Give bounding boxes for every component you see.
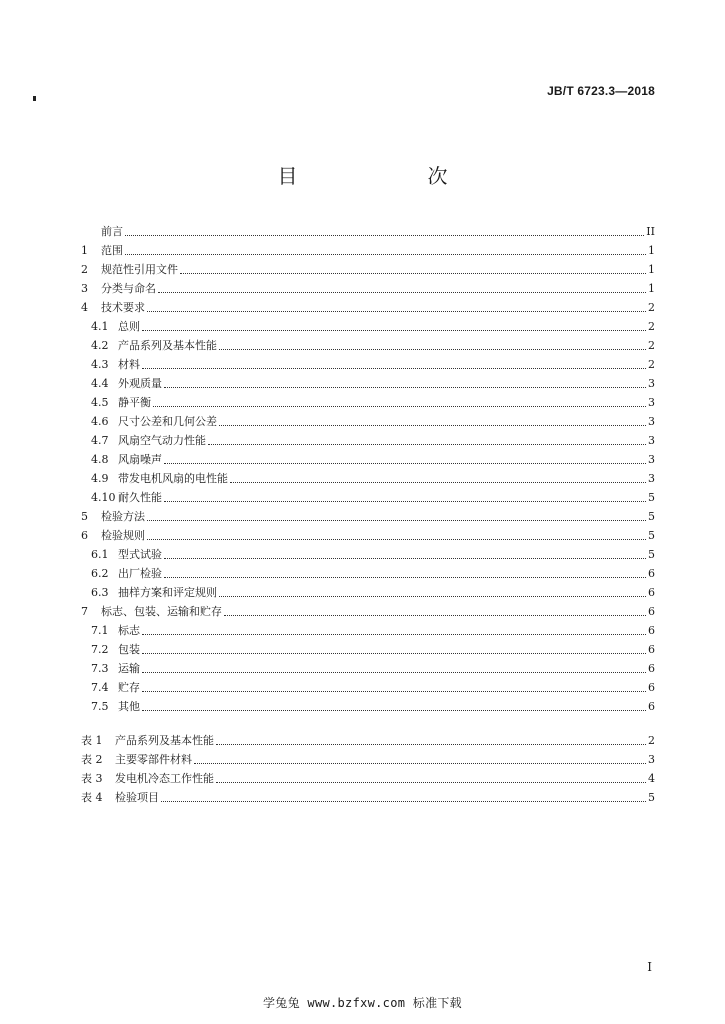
entry-number: 4.9 (91, 472, 109, 485)
dot-leader (219, 425, 646, 426)
entry-number: 3 (81, 282, 88, 295)
dot-leader (142, 330, 646, 331)
page-title: 目 次 (277, 164, 478, 188)
entry-page: II (646, 225, 655, 238)
entry-number: 表 3 (81, 772, 103, 785)
entry-page: 6 (648, 586, 655, 599)
entry-number: 4.5 (91, 396, 109, 409)
toc-subentry[interactable] (91, 658, 655, 676)
entry-label: 静平衡 (118, 396, 151, 409)
dot-leader (158, 292, 646, 293)
dot-leader (219, 596, 646, 597)
table-list-entry[interactable] (81, 787, 655, 805)
entry-page: 2 (648, 734, 655, 747)
entry-number: 7.1 (91, 624, 109, 637)
entry-label: 外观质量 (118, 377, 162, 390)
entry-number: 4.8 (91, 453, 109, 466)
entry-number: 4.1 (91, 320, 109, 333)
entry-page: 5 (648, 791, 655, 804)
entry-number: 7.5 (91, 700, 109, 713)
dot-leader (164, 577, 646, 578)
dot-leader (164, 463, 646, 464)
entry-label: 技术要求 (101, 301, 145, 314)
entry-page: 3 (648, 753, 655, 766)
entry-label: 其他 (118, 700, 140, 713)
dot-leader (164, 558, 646, 559)
table-list-entry[interactable] (81, 768, 655, 786)
entry-label: 带发电机风扇的电性能 (118, 472, 228, 485)
entry-number: 6.1 (91, 548, 109, 561)
entry-number: 4.10 (91, 491, 116, 504)
entry-number: 4.3 (91, 358, 109, 371)
dot-leader (224, 615, 646, 616)
entry-page: 2 (648, 358, 655, 371)
entry-page: 4 (648, 772, 655, 785)
toc-subentry[interactable] (91, 335, 655, 353)
entry-page: 6 (648, 662, 655, 675)
toc-entry[interactable] (81, 278, 655, 296)
entry-label: 分类与命名 (101, 282, 156, 295)
dot-leader (147, 311, 646, 312)
table-list-entry[interactable] (81, 730, 655, 748)
entry-label: 型式试验 (118, 548, 162, 561)
entry-page: 2 (648, 339, 655, 352)
dot-leader (125, 254, 646, 255)
entry-number: 4.4 (91, 377, 109, 390)
entry-page: 6 (648, 700, 655, 713)
entry-label: 耐久性能 (118, 491, 162, 504)
entry-label: 前言 (101, 225, 123, 238)
toc-entry[interactable] (81, 506, 655, 524)
toc-subentry[interactable] (91, 563, 655, 581)
dot-leader (180, 273, 646, 274)
dot-leader (164, 387, 646, 388)
dot-leader (216, 782, 646, 783)
entry-label: 材料 (118, 358, 140, 371)
toc-subentry[interactable] (91, 696, 655, 714)
entry-page: 6 (648, 681, 655, 694)
entry-number: 2 (81, 263, 88, 276)
toc-subentry[interactable] (91, 373, 655, 391)
entry-number: 6.3 (91, 586, 109, 599)
toc-entry[interactable] (81, 240, 655, 258)
entry-page: 5 (648, 491, 655, 504)
toc-subentry[interactable] (91, 487, 655, 505)
entry-number: 6 (81, 529, 88, 542)
entry-number: 4 (81, 301, 88, 314)
entry-label: 抽样方案和评定规则 (118, 586, 217, 599)
entry-number: 7 (81, 605, 88, 618)
footer-watermark: 学兔兔 www.bzfxw.com 标准下载 (263, 996, 462, 1010)
entry-page: 3 (648, 472, 655, 485)
dot-leader (219, 349, 646, 350)
entry-page: 6 (648, 605, 655, 618)
dot-leader (142, 691, 646, 692)
entry-label: 主要零部件材料 (115, 753, 192, 766)
entry-number: 1 (81, 244, 88, 257)
dot-leader (142, 653, 646, 654)
dot-leader (125, 235, 644, 236)
entry-number: 7.3 (91, 662, 109, 675)
entry-page: 1 (648, 282, 655, 295)
entry-number: 7.4 (91, 681, 109, 694)
dot-leader (194, 763, 646, 764)
entry-number: 表 2 (81, 753, 103, 766)
entry-label: 检验项目 (115, 791, 159, 804)
table-list-entry[interactable] (81, 749, 655, 767)
toc-entry[interactable] (81, 601, 655, 619)
entry-label: 检验规则 (101, 529, 145, 542)
entry-label: 总则 (118, 320, 140, 333)
toc-entry[interactable] (81, 525, 655, 543)
toc-subentry[interactable] (91, 354, 655, 372)
toc-subentry[interactable] (91, 411, 655, 429)
dot-leader (147, 539, 646, 540)
entry-number: 7.2 (91, 643, 109, 656)
toc-subentry[interactable] (91, 582, 655, 600)
entry-number: 5 (81, 510, 88, 523)
entry-label: 标志 (118, 624, 140, 637)
dot-leader (153, 406, 646, 407)
entry-page: 5 (648, 510, 655, 523)
entry-page: 2 (648, 301, 655, 314)
entry-label: 运输 (118, 662, 140, 675)
dot-leader (142, 368, 646, 369)
entry-number: 4.6 (91, 415, 109, 428)
scan-mark (33, 96, 36, 101)
toc-subentry[interactable] (91, 620, 655, 638)
toc-subentry[interactable] (91, 392, 655, 410)
toc-subentry[interactable] (91, 430, 655, 448)
entry-label: 标志、包装、运输和贮存 (101, 605, 222, 618)
toc-subentry[interactable] (91, 316, 655, 334)
dot-leader (142, 672, 646, 673)
toc-subentry[interactable] (91, 639, 655, 657)
entry-page: 1 (648, 263, 655, 276)
entry-page: 3 (648, 453, 655, 466)
entry-page: 6 (648, 624, 655, 637)
entry-number: 6.2 (91, 567, 109, 580)
entry-label: 产品系列及基本性能 (118, 339, 217, 352)
entry-page: 5 (648, 548, 655, 561)
toc-entry[interactable] (81, 259, 655, 277)
entry-page: 5 (648, 529, 655, 542)
entry-label: 尺寸公差和几何公差 (118, 415, 217, 428)
standard-number: JB/T 6723.3—2018 (547, 84, 655, 98)
dot-leader (216, 744, 646, 745)
dot-leader (208, 444, 646, 445)
dot-leader (142, 710, 646, 711)
entry-page: 6 (648, 567, 655, 580)
page-number: I (647, 960, 652, 974)
toc-subentry[interactable] (91, 468, 655, 486)
toc-entry[interactable] (81, 297, 655, 315)
toc-subentry[interactable] (91, 544, 655, 562)
dot-leader (164, 501, 646, 502)
dot-leader (161, 801, 646, 802)
entry-number: 表 4 (81, 791, 103, 804)
entry-page: 3 (648, 415, 655, 428)
entry-label: 出厂检验 (118, 567, 162, 580)
entry-number: 4.7 (91, 434, 109, 447)
entry-label: 风扇噪声 (118, 453, 162, 466)
entry-page: 2 (648, 320, 655, 333)
entry-label: 包装 (118, 643, 140, 656)
entry-page: 3 (648, 377, 655, 390)
toc-entry[interactable] (81, 221, 655, 239)
dot-leader (230, 482, 646, 483)
entry-number: 4.2 (91, 339, 109, 352)
entry-label: 检验方法 (101, 510, 145, 523)
entry-page: 6 (648, 643, 655, 656)
entry-label: 风扇空气动力性能 (118, 434, 206, 447)
entry-number: 表 1 (81, 734, 103, 747)
entry-page: 3 (648, 434, 655, 447)
toc-subentry[interactable] (91, 677, 655, 695)
toc-subentry[interactable] (91, 449, 655, 467)
entry-label: 范围 (101, 244, 123, 257)
entry-label: 产品系列及基本性能 (115, 734, 214, 747)
entry-label: 规范性引用文件 (101, 263, 178, 276)
dot-leader (142, 634, 646, 635)
entry-label: 发电机冷态工作性能 (115, 772, 214, 785)
entry-label: 贮存 (118, 681, 140, 694)
entry-page: 3 (648, 396, 655, 409)
dot-leader (147, 520, 646, 521)
entry-page: 1 (648, 244, 655, 257)
